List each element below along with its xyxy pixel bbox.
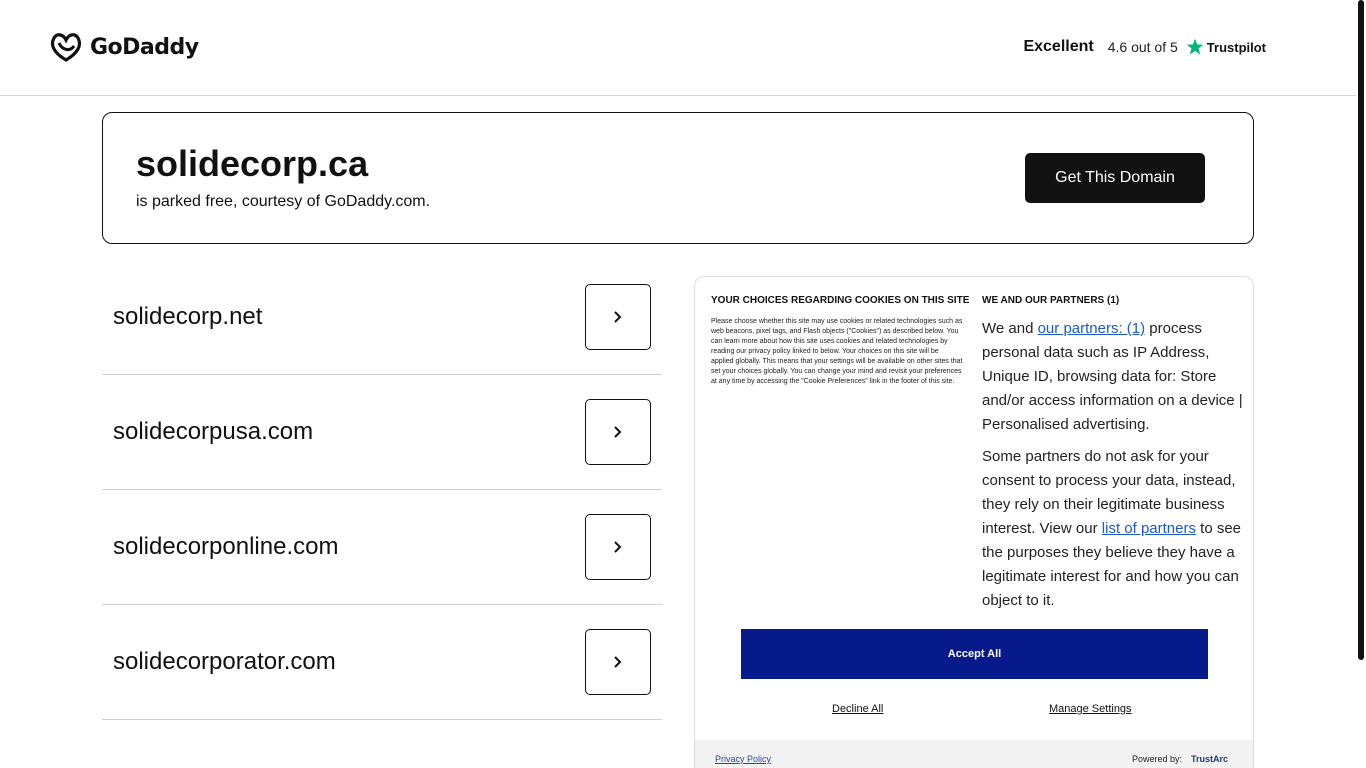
suggestion-item[interactable]	[102, 375, 662, 490]
suggestion-domain: solidecorporator.com	[113, 648, 336, 675]
cookie-consent-panel	[694, 276, 1254, 768]
our-partners-link[interactable]: our partners: (1)	[1037, 320, 1146, 337]
decline-all-link[interactable]: Decline All	[832, 703, 884, 715]
powered-by-label: Powered by:	[1132, 754, 1183, 764]
suggestion-domain: solidecorp.net	[113, 303, 263, 330]
trustarc-logo: TrustArc	[1191, 754, 1229, 764]
suggestion-arrow-button[interactable]	[585, 514, 651, 580]
partners-paragraph-1	[982, 317, 1244, 437]
partners-title: WE AND OUR PARTNERS (1)	[982, 295, 1120, 306]
partners-paragraph-2	[982, 445, 1244, 613]
suggestion-arrow-button[interactable]	[585, 284, 651, 350]
godaddy-logo-text: GoDaddy	[90, 34, 199, 60]
accept-all-button[interactable]: Accept All	[741, 629, 1208, 679]
chevron-right-icon	[612, 425, 624, 439]
list-of-partners-link[interactable]: list of partners	[1101, 520, 1196, 537]
star-icon	[1186, 38, 1204, 56]
site-header	[0, 0, 1356, 96]
domain-card	[102, 112, 1254, 244]
cookie-choices-body: Please choose whether this site may use cookies or related technologies such as web beacons, pixel tags, and Flash objects ("Cookies") as described below. You can learn more about how this site uses cookies and related technologies by reading our privacy policy linked to below. Your choices on this site will be applied globally. This means that your settings will be available on other sites that set your choices globally. You can change your mind and revisit your preferences at any time by accessing the "Cookie Preferences" link in the footer of this site.	[711, 318, 963, 385]
manage-settings-link[interactable]: Manage Settings	[1049, 703, 1132, 715]
suggestion-arrow-button[interactable]	[585, 399, 651, 465]
trustpilot-brand	[1186, 38, 1266, 56]
godaddy-logo[interactable]	[48, 31, 199, 63]
privacy-policy-link[interactable]: Privacy Policy	[715, 754, 772, 764]
get-domain-button[interactable]: Get This Domain	[1025, 153, 1205, 203]
partners-p2-text-start: Some partners do not ask for your consent to process your data, instead, they rely on their legitimate business interest. View our	[982, 448, 1236, 537]
suggestion-domain: solidecorponline.com	[113, 533, 339, 560]
cookie-choices-title: YOUR CHOICES REGARDING COOKIES ON THIS SITE	[711, 295, 970, 306]
partners-p1-text-end: process personal data such as IP Address, Unique ID, browsing data for: Store and/or access information on a device | Personalised advertising.	[982, 320, 1243, 433]
trust-score: 4.6 out of 5	[1107, 39, 1178, 55]
trustpilot-widget[interactable]	[1023, 38, 1266, 56]
cookie-footer	[695, 740, 1254, 768]
suggestion-domain: solidecorpusa.com	[113, 418, 314, 445]
chevron-right-icon	[612, 310, 624, 324]
godaddy-logo-icon	[48, 31, 84, 63]
scrollbar[interactable]	[1358, 0, 1364, 660]
chevron-right-icon	[612, 540, 624, 554]
domain-title: solidecorp.ca	[136, 143, 369, 184]
trustpilot-label: Trustpilot	[1206, 39, 1266, 55]
domain-suggestions-list	[102, 260, 662, 720]
partners-p2-text-end: to see the purposes they believe they have a legitimate interest for and how you can object to it.	[982, 520, 1242, 609]
partners-p1-text-start: We and	[982, 320, 1038, 337]
domain-subtitle: is parked free, courtesy of GoDaddy.com.	[136, 193, 431, 210]
suggestion-arrow-button[interactable]	[585, 629, 651, 695]
suggestion-item[interactable]	[102, 605, 662, 720]
suggestion-item[interactable]	[102, 490, 662, 605]
suggestion-item[interactable]	[102, 260, 662, 375]
chevron-right-icon	[612, 655, 624, 669]
trust-rating: Excellent	[1023, 38, 1094, 55]
